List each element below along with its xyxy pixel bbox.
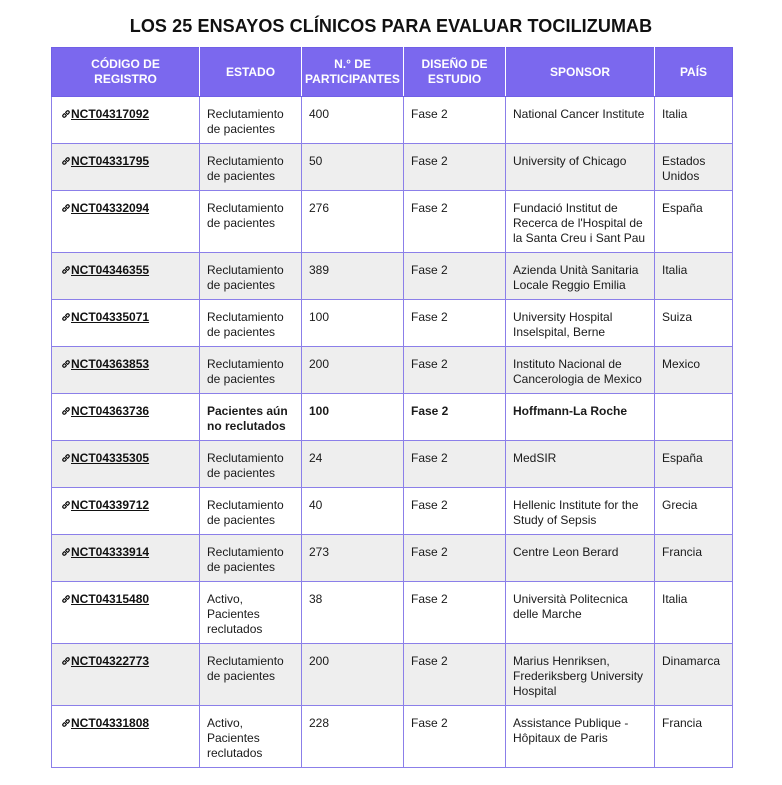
cell-code xyxy=(52,97,200,144)
cell-country: Francia xyxy=(655,535,733,582)
cell-design: Fase 2 xyxy=(404,253,506,300)
cell-design: Fase 2 xyxy=(404,488,506,535)
cell-country: Francia xyxy=(655,706,733,768)
cell-participants: 100 xyxy=(302,394,404,441)
cell-sponsor: Azienda Unità Sanitaria Locale Reggio Emilia xyxy=(506,253,655,300)
link-icon xyxy=(61,500,71,510)
trial-link[interactable]: NCT04339712 xyxy=(61,498,149,512)
cell-code xyxy=(52,441,200,488)
trial-link[interactable]: NCT04322773 xyxy=(61,654,149,668)
cell-design: Fase 2 xyxy=(404,644,506,706)
table-row xyxy=(52,394,733,441)
table-row xyxy=(52,535,733,582)
trial-link[interactable]: NCT04363736 xyxy=(61,404,149,418)
cell-design: Fase 2 xyxy=(404,300,506,347)
cell-sponsor: MedSIR xyxy=(506,441,655,488)
table-row xyxy=(52,441,733,488)
table-row xyxy=(52,706,733,768)
link-icon xyxy=(61,594,71,604)
cell-code xyxy=(52,144,200,191)
link-icon xyxy=(61,453,71,463)
cell-sponsor: Assistance Publique - Hôpitaux de Paris xyxy=(506,706,655,768)
cell-status: Reclutamiento de pacientes xyxy=(200,253,302,300)
header-participants: N.° DE PARTICIPANTES xyxy=(302,48,404,97)
table-row xyxy=(52,347,733,394)
cell-participants: 228 xyxy=(302,706,404,768)
trial-link[interactable]: NCT04335305 xyxy=(61,451,149,465)
cell-sponsor: University Hospital Inselspital, Berne xyxy=(506,300,655,347)
cell-country: Grecia xyxy=(655,488,733,535)
cell-country: España xyxy=(655,191,733,253)
cell-participants: 24 xyxy=(302,441,404,488)
header-design: DISEÑO DE ESTUDIO xyxy=(404,48,506,97)
table-row xyxy=(52,644,733,706)
cell-participants: 38 xyxy=(302,582,404,644)
cell-code xyxy=(52,253,200,300)
link-icon xyxy=(61,265,71,275)
trial-link[interactable]: NCT04346355 xyxy=(61,263,149,277)
cell-design: Fase 2 xyxy=(404,144,506,191)
cell-code xyxy=(52,394,200,441)
cell-status: Reclutamiento de pacientes xyxy=(200,488,302,535)
cell-sponsor: Instituto Nacional de Cancerologia de Mexico xyxy=(506,347,655,394)
link-icon xyxy=(61,109,71,119)
cell-sponsor: University of Chicago xyxy=(506,144,655,191)
trial-link[interactable]: NCT04333914 xyxy=(61,545,149,559)
cell-sponsor: Hellenic Institute for the Study of Sepsis xyxy=(506,488,655,535)
cell-code xyxy=(52,347,200,394)
cell-country: Italia xyxy=(655,582,733,644)
trial-link[interactable]: NCT04335071 xyxy=(61,310,149,324)
table-row xyxy=(52,253,733,300)
cell-country: Mexico xyxy=(655,347,733,394)
cell-status: Reclutamiento de pacientes xyxy=(200,535,302,582)
cell-design: Fase 2 xyxy=(404,535,506,582)
header-country: PAÍS xyxy=(655,48,733,97)
cell-status: Activo, Pacientes reclutados xyxy=(200,706,302,768)
table-row xyxy=(52,582,733,644)
header-status: ESTADO xyxy=(200,48,302,97)
cell-country: Suiza xyxy=(655,300,733,347)
cell-code xyxy=(52,706,200,768)
header-sponsor: SPONSOR xyxy=(506,48,655,97)
link-icon xyxy=(61,156,71,166)
header-code: CÓDIGO DE REGISTRO xyxy=(52,48,200,97)
cell-status: Activo, Pacientes reclutados xyxy=(200,582,302,644)
cell-participants: 100 xyxy=(302,300,404,347)
table-header-row xyxy=(52,48,733,97)
cell-code xyxy=(52,535,200,582)
cell-code xyxy=(52,644,200,706)
cell-country xyxy=(655,394,733,441)
trial-link[interactable]: NCT04331808 xyxy=(61,716,149,730)
cell-country: Estados Unidos xyxy=(655,144,733,191)
cell-code xyxy=(52,191,200,253)
cell-participants: 40 xyxy=(302,488,404,535)
cell-participants: 276 xyxy=(302,191,404,253)
cell-sponsor: Centre Leon Berard xyxy=(506,535,655,582)
table-row xyxy=(52,97,733,144)
cell-participants: 400 xyxy=(302,97,404,144)
cell-design: Fase 2 xyxy=(404,97,506,144)
table-row xyxy=(52,191,733,253)
trial-link[interactable]: NCT04315480 xyxy=(61,592,149,606)
page-title: LOS 25 ENSAYOS CLÍNICOS PARA EVALUAR TOCILIZUMAB xyxy=(129,16,653,36)
link-icon xyxy=(61,312,71,322)
cell-country: Italia xyxy=(655,253,733,300)
cell-sponsor: Marius Henriksen, Frederiksberg University Hospital xyxy=(506,644,655,706)
cell-participants: 389 xyxy=(302,253,404,300)
cell-participants: 50 xyxy=(302,144,404,191)
cell-design: Fase 2 xyxy=(404,191,506,253)
cell-code xyxy=(52,300,200,347)
cell-status: Reclutamiento de pacientes xyxy=(200,347,302,394)
cell-sponsor: Hoffmann-La Roche xyxy=(506,394,655,441)
cell-design: Fase 2 xyxy=(404,347,506,394)
cell-design: Fase 2 xyxy=(404,582,506,644)
cell-sponsor: National Cancer Institute xyxy=(506,97,655,144)
trial-link[interactable]: NCT04332094 xyxy=(61,201,149,215)
link-icon xyxy=(61,406,71,416)
cell-design: Fase 2 xyxy=(404,441,506,488)
cell-code xyxy=(52,582,200,644)
cell-status: Reclutamiento de pacientes xyxy=(200,144,302,191)
cell-code xyxy=(52,488,200,535)
cell-status: Pacientes aún no reclutados xyxy=(200,394,302,441)
cell-country: España xyxy=(655,441,733,488)
cell-participants: 273 xyxy=(302,535,404,582)
table-row xyxy=(52,144,733,191)
trials-table xyxy=(51,47,733,768)
link-icon xyxy=(61,718,71,728)
cell-participants: 200 xyxy=(302,644,404,706)
link-icon xyxy=(61,656,71,666)
link-icon xyxy=(61,203,71,213)
cell-status: Reclutamiento de pacientes xyxy=(200,97,302,144)
cell-country: Italia xyxy=(655,97,733,144)
trial-link[interactable]: NCT04331795 xyxy=(61,154,149,168)
trial-link[interactable]: NCT04317092 xyxy=(61,107,149,121)
table-row xyxy=(52,488,733,535)
table-row xyxy=(52,300,733,347)
cell-design: Fase 2 xyxy=(404,706,506,768)
cell-sponsor: Università Politecnica delle Marche xyxy=(506,582,655,644)
link-icon xyxy=(61,547,71,557)
cell-country: Dinamarca xyxy=(655,644,733,706)
link-icon xyxy=(61,359,71,369)
trial-link[interactable]: NCT04363853 xyxy=(61,357,149,371)
cell-design: Fase 2 xyxy=(404,394,506,441)
cell-status: Reclutamiento de pacientes xyxy=(200,644,302,706)
cell-status: Reclutamiento de pacientes xyxy=(200,191,302,253)
cell-participants: 200 xyxy=(302,347,404,394)
cell-status: Reclutamiento de pacientes xyxy=(200,441,302,488)
cell-sponsor: Fundació Institut de Recerca de l'Hospital de la Santa Creu i Sant Pau xyxy=(506,191,655,253)
cell-status: Reclutamiento de pacientes xyxy=(200,300,302,347)
